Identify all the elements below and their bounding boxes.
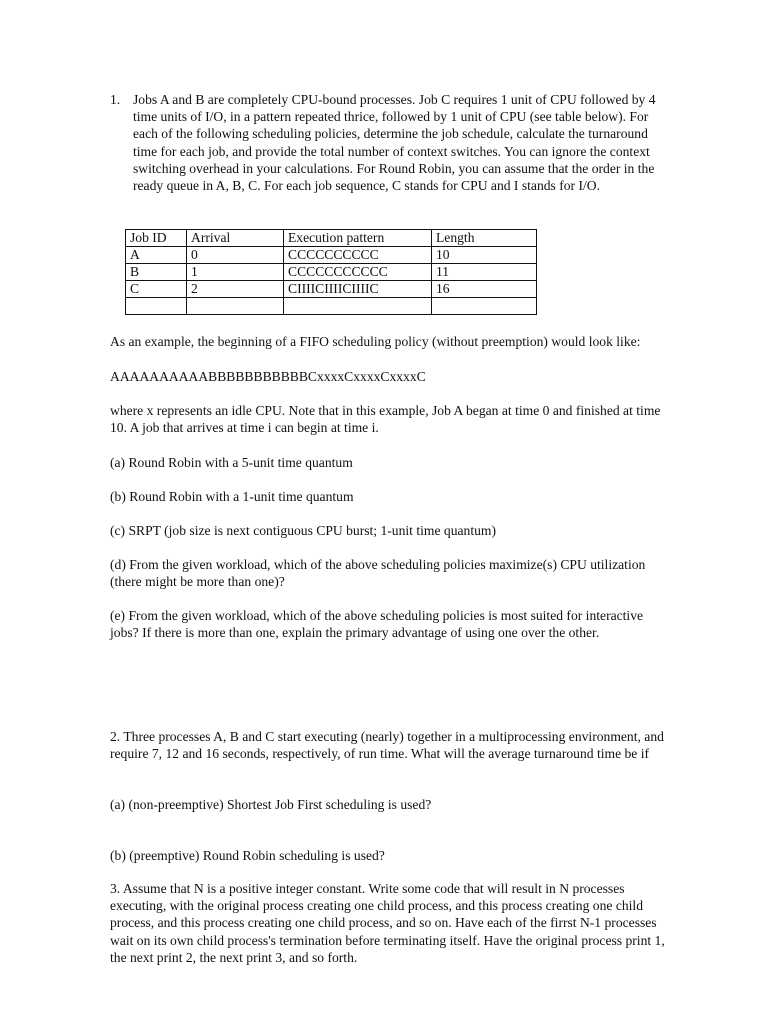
part-a: (a) Round Robin with a 5-unit time quantum	[110, 455, 353, 470]
question-2-text: 2. Three processes A, B and C start executing (nearly) together in a multiprocessing environment, and require 7, 12 and 16 seconds, respectively, of run time. What will the average turnaround time be if	[110, 729, 664, 762]
table-row	[126, 298, 537, 315]
job-table	[125, 229, 537, 315]
part-c: (c) SRPT (job size is next contiguous CPU burst; 1-unit time quantum)	[110, 523, 497, 538]
table-row	[126, 264, 537, 281]
table-cell	[284, 298, 432, 315]
header-length: Length	[432, 230, 537, 247]
header-execution-pattern: Execution pattern	[284, 230, 432, 247]
table-cell: 16	[432, 281, 537, 298]
question-2-part-b: (b) (preemptive) Round Robin scheduling is used?	[110, 848, 385, 863]
table-cell	[126, 298, 187, 315]
table-cell: A	[126, 247, 187, 264]
question-1-text: Jobs A and B are completely CPU-bound processes. Job C requires 1 unit of CPU followed by 4 time units of I/O, in a pattern repeated thrice, followed by 1 unit of CPU (see table below). For each of the following scheduling policies, determine the job schedule, calculate the turnaround time for each job, and provide the total number of context switches. You can ignore the context switching overhead in your calculations. For Round Robin, you can assume that the order in the ready queue in A, B, C. For each job sequence, C stands for CPU and I stands for I/O.	[133, 92, 656, 194]
table-cell: CIIIICIIIICIIIIC	[284, 281, 432, 298]
table-cell: 11	[432, 264, 537, 281]
table-cell: 10	[432, 247, 537, 264]
table-cell: CCCCCCCCCC	[284, 247, 432, 264]
part-e: (e) From the given workload, which of the above scheduling policies is most suited for interactive jobs? If there is more than one, explain the primary advantage of using one over the other.	[110, 608, 644, 641]
example-intro: As an example, the beginning of a FIFO scheduling policy (without preemption) would look like:	[110, 334, 641, 349]
table-cell: 2	[187, 281, 284, 298]
part-b: (b) Round Robin with a 1-unit time quantum	[110, 489, 354, 504]
table-cell: CCCCCCCCCCC	[284, 264, 432, 281]
question-3-text: 3. Assume that N is a positive integer constant. Write some code that will result in N processes executing, with the original process creating one child process, and this process creating one child process, and this process creating one child process, and so on. Have each of the firrst N-1 processes wait on its own child process's termination before terminating itself. Have the original process print 1, the next print 2, the next print 3, and so forth.	[110, 881, 665, 965]
table-cell: B	[126, 264, 187, 281]
table-cell: 0	[187, 247, 284, 264]
example-sequence: AAAAAAAAAABBBBBBBBBBBCxxxxCxxxxCxxxxC	[110, 369, 426, 384]
table-cell: 1	[187, 264, 284, 281]
table-row	[126, 247, 537, 264]
example-note: where x represents an idle CPU. Note that in this example, Job A began at time 0 and finished at time 10. A job that arrives at time i can begin at time i.	[110, 403, 661, 436]
question-2-part-a: (a) (non-preemptive) Shortest Job First scheduling is used?	[110, 797, 432, 812]
table-row	[126, 281, 537, 298]
header-arrival: Arrival	[187, 230, 284, 247]
table-cell	[187, 298, 284, 315]
table-header-row	[126, 230, 537, 247]
table-cell: C	[126, 281, 187, 298]
header-job-id: Job ID	[126, 230, 187, 247]
part-d: (d) From the given workload, which of the above scheduling policies maximize(s) CPU utilization (there might be more than one)?	[110, 557, 646, 590]
table-cell	[432, 298, 537, 315]
question-1-number: 1.	[110, 92, 121, 107]
question-1	[110, 91, 670, 194]
